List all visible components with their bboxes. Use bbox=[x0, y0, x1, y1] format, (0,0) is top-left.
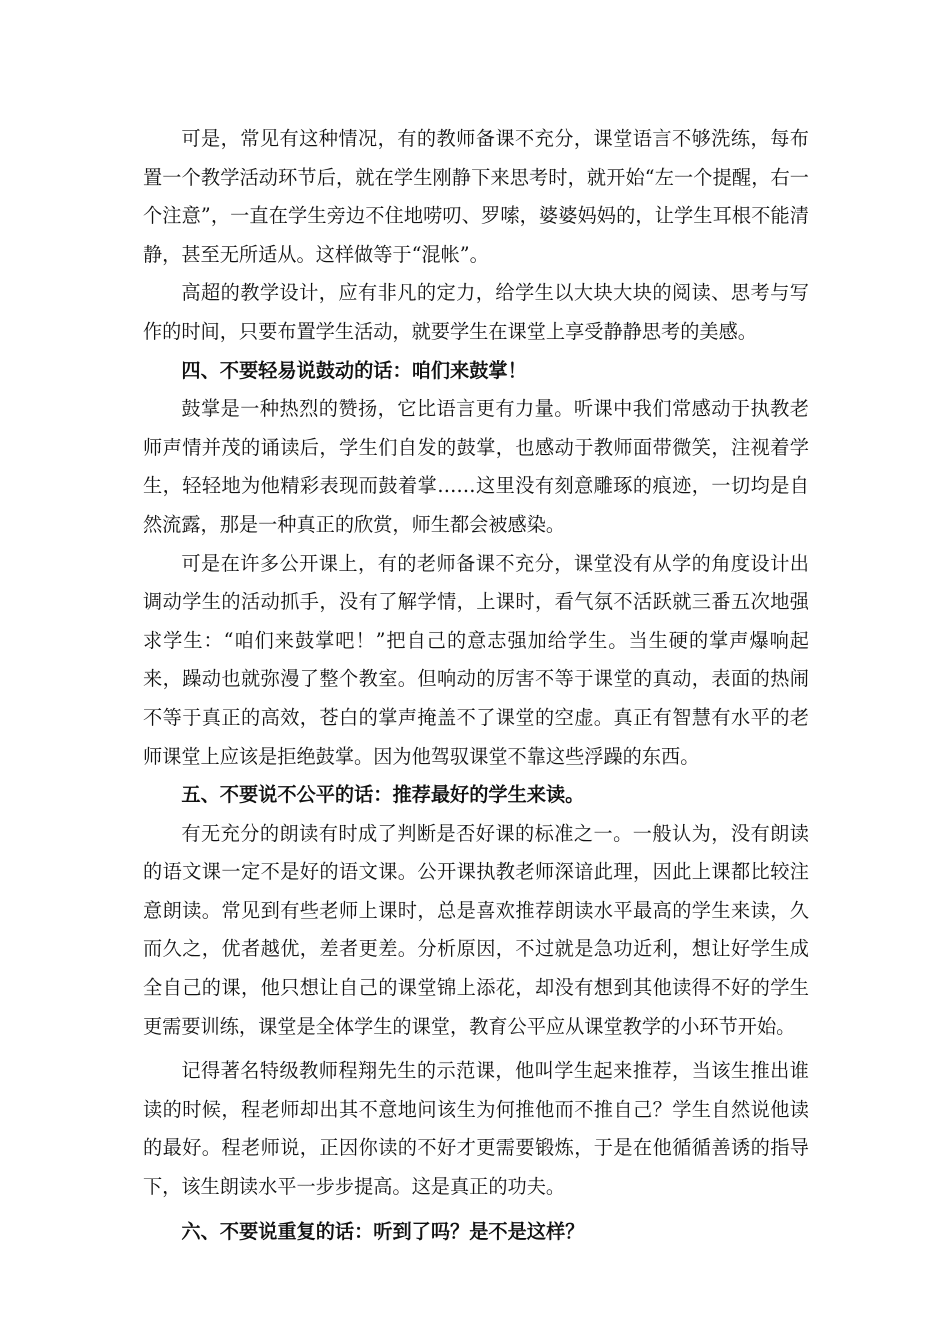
section-heading: 六、不要说重复的话：听到了吗？是不是这样？ bbox=[181, 1219, 585, 1243]
section-heading: 四、不要轻易说鼓动的话：咱们来鼓掌！ bbox=[181, 358, 527, 382]
body-paragraph: 高超的教学设计，应有非凡的定力，给学生以大块大块的阅读、思考与写作的时间，只要布置学生活动，就要学生在课堂上享受静静思考的美感。 bbox=[143, 281, 809, 343]
body-paragraph: 可是，常见有这种情况，有的教师备课不充分，课堂语言不够洗练，每布置一个教学活动环节后，就在学生刚静下来思考时，就开始“左一个提醒，右一个注意”，一直在学生旁边不住地唠叨、罗嗦，婆婆妈妈的，让学生耳根不能清静，甚至无所适从。这样做等于“混帐”。 bbox=[143, 127, 809, 266]
section-heading: 五、不要说不公平的话：推荐最好的学生来读。 bbox=[181, 783, 585, 807]
document-page bbox=[143, 120, 809, 1251]
body-paragraph: 鼓掌是一种热烈的赞扬，它比语言更有力量。听课中我们常感动于执教老师声情并茂的诵读后，学生们自发的鼓掌，也感动于教师面带微笑，注视着学生，轻轻地为他精彩表现而鼓着掌……这里没有刻意雕琢的痕迹，一切均是自然流露，那是一种真正的欣赏，师生都会被感染。 bbox=[143, 397, 809, 536]
body-paragraph: 有无充分的朗读有时成了判断是否好课的标准之一。一般认为，没有朗读的语文课一定不是好的语文课。公开课执教老师深谙此理，因此上课都比较注意朗读。常见到有些老师上课时，总是喜欢推荐朗读水平最高的学生来读，久而久之，优者越优，差者更差。分析原因，不过就是急功近利，想让好学生成全自己的课，他只想让自己的课堂锦上添花，却没有想到其他读得不好的学生更需要训练，课堂是全体学生的课堂，教育公平应从课堂教学的小环节开始。 bbox=[143, 821, 809, 1038]
body-paragraph: 可是在许多公开课上，有的老师备课不充分，课堂没有从学的角度设计出调动学生的活动抓手，没有了解学情，上课时，看气氛不活跃就三番五次地强求学生：“咱们来鼓掌吧！”把自己的意志强加给学生。当生硬的掌声爆响起来，躁动也就弥漫了整个教室。但响动的厉害不等于课堂的真动，表面的热闹不等于真正的高效，苍白的掌声掩盖不了课堂的空虚。真正有智慧有水平的老师课堂上应该是拒绝鼓掌。因为他驾驭课堂不靠这些浮躁的东西。 bbox=[143, 551, 809, 768]
body-paragraph: 记得著名特级教师程翔先生的示范课，他叫学生起来推荐，当该生推出谁读的时候，程老师却出其不意地问该生为何推他而不推自己？学生自然说他读的最好。程老师说，正因你读的不好才更需要锻炼，于是在他循循善诱的指导下，该生朗读水平一步步提高。这是真正的功夫。 bbox=[143, 1059, 809, 1199]
